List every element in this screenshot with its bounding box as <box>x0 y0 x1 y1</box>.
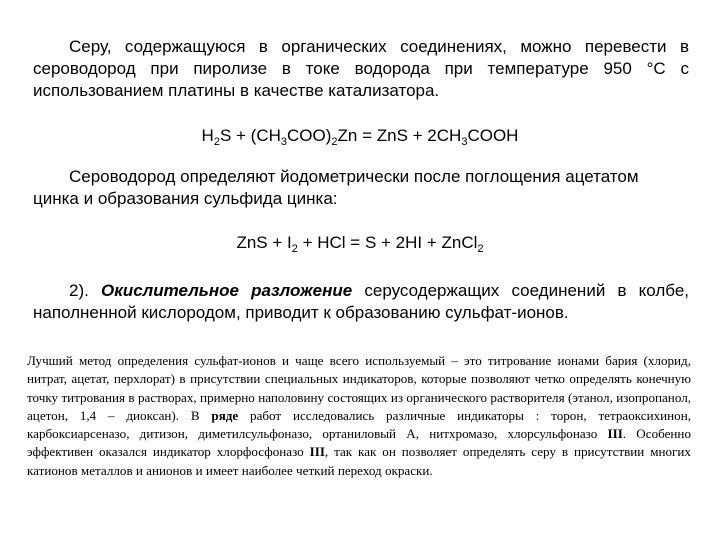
eq2-subscript: 2 <box>291 243 298 255</box>
eq1-subscript: 2 <box>331 136 338 148</box>
eq1-text: COO) <box>287 126 332 145</box>
paragraph-oxidative-decomposition <box>33 280 689 324</box>
paragraph-text: Лучший метод определения сульфат-ионов и чаще всего используемый – это титрование ионами бария (хлорид, нитрат, ацетат, перхлорат) в присутствии специальных индикаторов, которые позволяют четко определять конечную точку титрования в растворах, примерно наполовину состоящих из органического растворителя (этанол, изопропанол, ацетон, 1,4 – диоксан). В <box>27 353 691 423</box>
eq1-subscript: 2 <box>213 136 220 148</box>
eq1-text: COOH <box>467 126 519 145</box>
item-number: 2). <box>69 281 101 300</box>
paragraph-text: . Особенно эффективен оказался индикатор хлорфосфоназо <box>27 426 691 460</box>
bold-term: III <box>607 426 623 442</box>
paragraph-text: работ исследовались различные индикаторы : торон, тетраоксихинон, карбоксиарсеназо, дитизон, диметилсульфоназо, ортаниловый А, нитхромазо, хлорсульфоназо <box>27 407 692 442</box>
equation-iodine <box>0 232 720 254</box>
paragraph-pyrolysis: Серу, содержащуюся в органических соединениях, можно перевести в сероводород при пиролизе в токе водорода при температуре 950 °С с использованием платины в качестве катализатора. <box>33 37 689 100</box>
eq1-text: H <box>201 126 214 145</box>
paragraph-text: , так как он позволяет определять серу в присутствии многих катионов металлов и анионов и имеет наиболее четкий переход окраски. <box>27 444 691 478</box>
paragraph-sulfate-titration <box>27 352 691 480</box>
eq2-subscript: 2 <box>477 243 484 255</box>
eq1-subscript: 3 <box>461 136 468 148</box>
eq1-text: S + (CH <box>219 126 281 145</box>
bold-term: III <box>309 444 325 460</box>
emphasis-term: Окислительное разложение <box>101 281 353 300</box>
paragraph-text: серусодержащих соединений в колбе, наполненной кислородом, приводит к образованию сульфат-ионов. <box>33 281 689 322</box>
paragraph-iodometry: Сероводород определяют йодометрически после поглощения ацетатом цинка и образования сульфида цинка: <box>33 167 639 208</box>
equation-zinc-acetate <box>0 125 720 147</box>
bold-term: ряде <box>211 407 239 423</box>
eq2-text: ZnS + I <box>236 233 292 252</box>
eq2-text: + HCl = S + 2HI + ZnCl <box>297 233 478 252</box>
eq1-text: Zn = ZnS + 2CH <box>337 126 462 145</box>
eq1-subscript: 3 <box>280 136 288 148</box>
